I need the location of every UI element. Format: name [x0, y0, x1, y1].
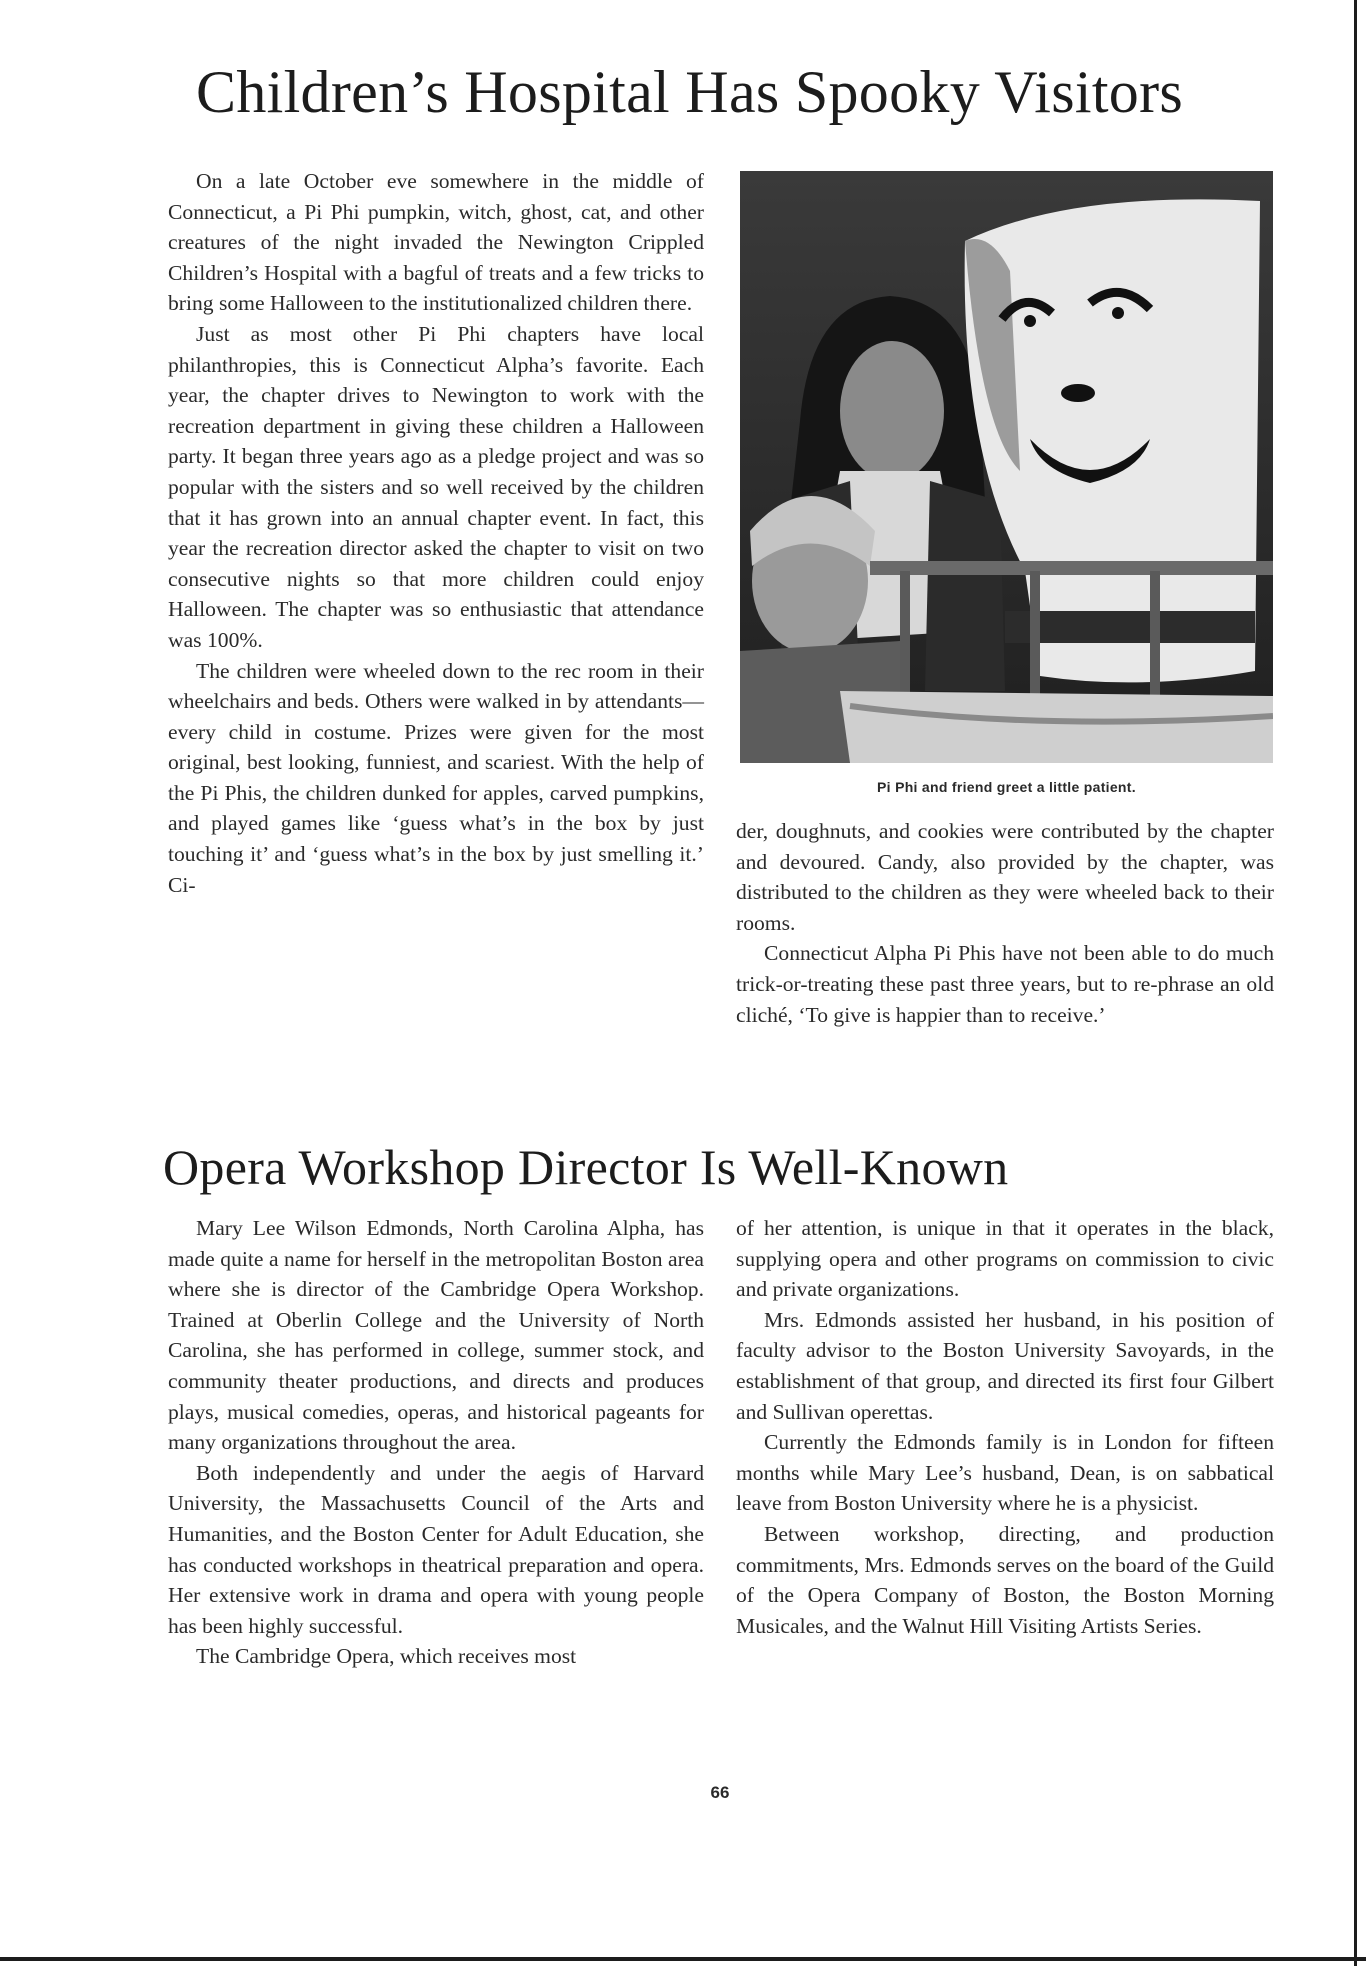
article-1-title: Children’s Hospital Has Spooky Visitors: [196, 59, 1184, 125]
paragraph: The Cambridge Opera, which receives most: [196, 1644, 577, 1669]
paragraph: The children were wheeled down to the rec room in their wheelchairs and beds. Others were walked in by attendants—every child in costume. Prizes were given for the most original, best looking, funniest, and scariest. With the help of the Pi Phis, the children dunked for apples, carved pumpkins, and played games like ‘guess what’s in the box by just touching it’ and ‘guess what’s in the box by just smelling it.’ Ci-: [168, 658, 704, 897]
page-number: 66: [710, 1783, 730, 1802]
paragraph: Connecticut Alpha Pi Phis have not been able to do much trick-or-treating these past three years, but to re-phrase an old cliché, ‘To give is happier than to receive.’: [736, 941, 1274, 1027]
article-2-title: Opera Workshop Director Is Well-Known: [163, 1139, 1009, 1195]
article-2-column-1: [168, 1213, 704, 1672]
article-1-column-2: [736, 816, 1274, 1030]
paragraph: Currently the Edmonds family is in London for fifteen months while Mary Lee’s husband, Dean, is on sabbatical leave from Boston University where he is a physicist.: [736, 1430, 1274, 1516]
paragraph: Mary Lee Wilson Edmonds, North Carolina Alpha, has made quite a name for herself in the metropolitan Boston area where she is director of the Cambridge Opera Workshop. Trained at Oberlin College and the University of North Carolina, she has performed in college, summer stock, and community theater productions, and directs and produces plays, musical comedies, operas, and historical pageants for many organizations throughout the area.: [168, 1216, 704, 1455]
photo-illustration: [740, 171, 1273, 763]
article-2-column-2: [736, 1213, 1274, 1641]
scan-edge-bottom: [0, 1957, 1366, 1961]
paragraph: Mrs. Edmonds assisted her husband, in his position of faculty advisor to the Boston University Savoyards, in the establishment of that group, and directed its first four Gilbert and Sullivan operettas.: [736, 1307, 1274, 1424]
paragraph: Between workshop, directing, and production commitments, Mrs. Edmonds serves on the board of the Guild of the Opera Company of Boston, the Boston Morning Musicales, and the Walnut Hill Visiting Artists Series.: [736, 1521, 1274, 1638]
halloween-photo: [740, 171, 1273, 763]
paragraph: of her attention, is unique in that it operates in the black, supplying opera and other programs on commission to civic and private organizations.: [736, 1216, 1274, 1302]
paragraph: On a late October eve somewhere in the middle of Connecticut, a Pi Phi pumpkin, witch, ghost, cat, and other creatures of the night invaded the Newington Crippled Children’s Hospital with a bagful of treats and a few tricks to bring some Halloween to the institutionalized children there.: [168, 169, 704, 316]
article-1-column-1: [168, 166, 704, 900]
paragraph: Both independently and under the aegis of Harvard University, the Massachusetts Council of the Arts and Humanities, and the Boston Center for Adult Education, she has conducted workshops in theatrical preparation and opera. Her extensive work in drama and opera with young people has been highly successful.: [168, 1460, 704, 1638]
paragraph: Just as most other Pi Phi chapters have local philanthropies, this is Connecticut Alpha’s favorite. Each year, the chapter drives to Newington to work with the recreation department in giving these children a Halloween party. It began three years ago as a pledge project and was so popular with the sisters and so well received by the children that it has grown into an annual chapter event. In fact, this year the recreation director asked the chapter to visit on two consecutive nights so that more children could enjoy Halloween. The chapter was so enthusiastic that attendance was 100%.: [168, 321, 704, 652]
scan-edge-right: [1354, 0, 1357, 1966]
paragraph: der, doughnuts, and cookies were contributed by the chapter and devoured. Candy, also provided by the chapter, was distributed to the children as they were wheeled back to their rooms.: [736, 819, 1274, 935]
photo-caption: Pi Phi and friend greet a little patient.: [877, 779, 1136, 795]
